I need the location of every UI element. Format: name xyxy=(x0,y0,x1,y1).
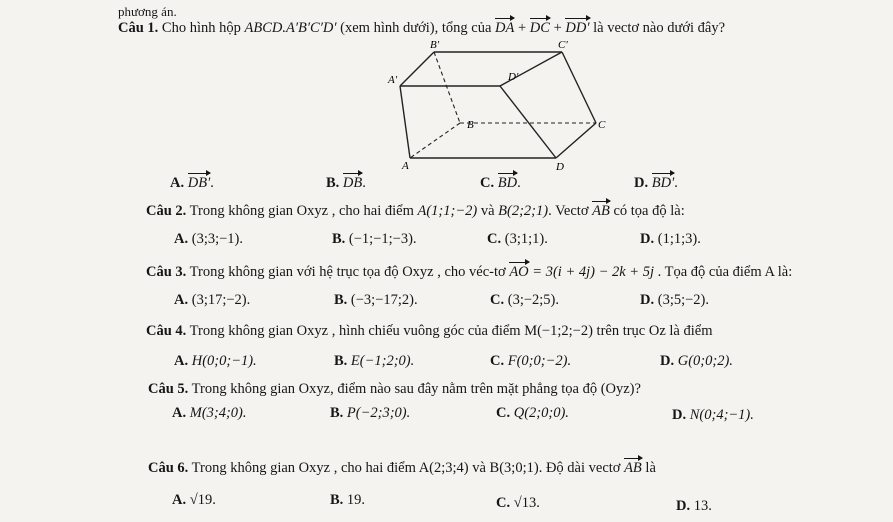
question-6: Câu 6. Trong không gian Oxyz , cho hai điểm A(2;3;4) và B(3;0;1). Độ dài vectơ AB là xyxy=(148,460,656,476)
question-1 xyxy=(118,20,725,37)
vertex-label: B xyxy=(467,119,474,131)
parallelepiped-figure xyxy=(360,38,620,173)
edge xyxy=(556,123,596,158)
vector-da: DA xyxy=(495,20,515,36)
q2-option-b: B. (−1;−1;−3). xyxy=(332,231,417,247)
q5-option-c: C. Q(2;0;0). xyxy=(496,405,569,421)
vertex-label: B′ xyxy=(430,39,440,51)
plus-sign: + xyxy=(553,20,562,36)
edge xyxy=(562,52,596,123)
header-text: phương án. xyxy=(118,4,177,19)
q4-option-d: D. G(0;0;2). xyxy=(660,353,733,369)
question-3-label: Câu 3. xyxy=(146,264,187,280)
question-1-label: Câu 1. xyxy=(118,20,159,36)
question-1-shape: ABCD.A′B′C′D′ xyxy=(244,20,337,36)
question-4-label: Câu 4. xyxy=(146,323,187,339)
plus-sign: + xyxy=(517,20,527,36)
vector-dc: DC xyxy=(529,20,550,36)
option-vector: DB xyxy=(342,175,363,191)
vertex-label: A xyxy=(402,160,409,172)
vertex-label: C xyxy=(598,119,606,131)
q6-option-c: C. √13. xyxy=(496,495,540,511)
question-5: Câu 5. Trong không gian Oxyz, điểm nào sau đây nằm trên mặt phẳng tọa độ (Oyz)? xyxy=(148,381,641,397)
q5-option-b: B. P(−2;3;0). xyxy=(330,405,411,421)
vector-expression: = 3(i + 4j) − 2k + 5j xyxy=(532,264,654,280)
vertex-label: D′ xyxy=(508,71,519,83)
q5-option-a: A. M(3;4;0). xyxy=(172,405,247,421)
hidden-edge xyxy=(410,123,460,158)
edge xyxy=(500,86,556,158)
q1-option-a: A. DB′. xyxy=(170,175,214,191)
q2-option-a: A. (3;3;−1). xyxy=(174,231,244,247)
q1-option-c: C. BD. xyxy=(480,175,521,191)
q4-option-b: B. E(−1;2;0). xyxy=(334,353,415,369)
vector-ao: AO xyxy=(509,264,529,280)
q4-option-a: A. H(0;0;−1). xyxy=(174,353,257,369)
option-vector: BD′ xyxy=(651,175,675,191)
question-1-text-b: (xem hình dưới), tổng của xyxy=(340,20,492,36)
q2-option-d: D. (1;1;3). xyxy=(640,231,701,247)
question-1-text-c: là vectơ nào dưới đây? xyxy=(593,20,726,36)
q6-option-b: B. 19. xyxy=(330,492,366,508)
point-a: A(1;1;−2) xyxy=(417,203,478,219)
q6-option-d: D. 13. xyxy=(676,498,712,514)
q1-option-b: B. DB. xyxy=(326,175,366,191)
q3-option-d: D. (3;5;−2). xyxy=(640,292,710,308)
q3-option-a: A. (3;17;−2). xyxy=(174,292,251,308)
q5-option-d: D. N(0;4;−1). xyxy=(672,407,754,423)
edge xyxy=(400,52,434,86)
q4-option-c: C. F(0;0;−2). xyxy=(490,353,572,369)
hidden-edge xyxy=(434,52,460,123)
question-2-label: Câu 2. xyxy=(146,203,187,219)
q2-option-c: C. (3;1;1). xyxy=(487,231,548,247)
point-b: B(2;2;1) xyxy=(498,203,549,219)
q6-option-a: A. √19. xyxy=(172,492,216,508)
option-vector: DB′ xyxy=(187,175,211,191)
question-4: Câu 4. Trong không gian Oxyz , hình chiếu vuông góc của điểm M(−1;2;−2) trên trục Oz là điểm xyxy=(146,323,713,339)
question-3: Câu 3. Trong không gian với hệ trục tọa độ Oxyz , cho véc-tơ AO = 3(i + 4j) − 2k + 5j . Tọa độ của điểm A là: xyxy=(146,264,793,280)
edge xyxy=(400,86,410,158)
question-2: Câu 2. Trong không gian Oxyz , cho hai điểm A(1;1;−2) và B(2;2;1). Vectơ AB có tọa độ là: xyxy=(146,203,685,219)
option-vector: BD xyxy=(497,175,518,191)
q3-option-b: B. (−3;−17;2). xyxy=(334,292,418,308)
question-5-label: Câu 5. xyxy=(148,381,189,397)
vertex-label: C′ xyxy=(558,39,568,51)
vector-dd1: DD′ xyxy=(565,20,590,36)
vertex-label: D xyxy=(556,161,564,173)
question-1-text-a: Cho hình hộp xyxy=(161,20,241,36)
vector-ab: AB xyxy=(592,203,610,219)
question-6-label: Câu 6. xyxy=(148,460,189,476)
q1-option-d: D. BD′. xyxy=(634,175,678,191)
vertex-label: A′ xyxy=(388,74,398,86)
vector-ab: AB xyxy=(624,460,642,476)
q3-option-c: C. (3;−2;5). xyxy=(490,292,560,308)
